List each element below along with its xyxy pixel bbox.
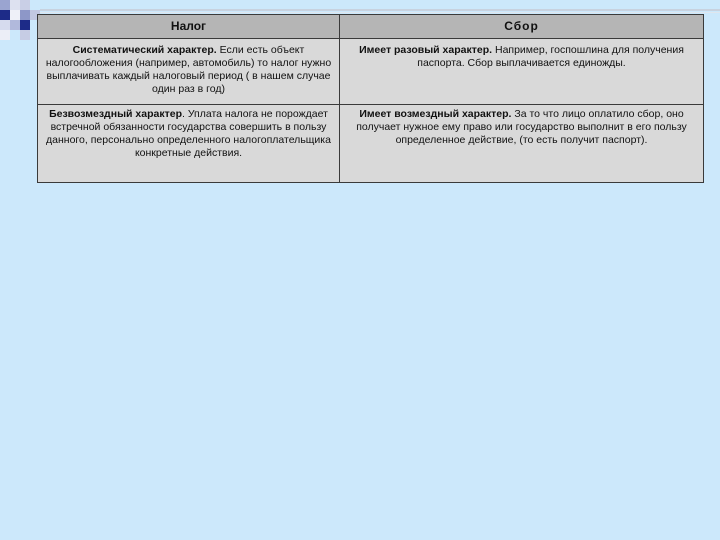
table-row: [38, 39, 704, 105]
decor-square: [0, 10, 10, 20]
comparison-table: [37, 14, 704, 183]
decor-square: [20, 30, 30, 40]
decor-square: [0, 20, 10, 30]
decor-line: [40, 12, 720, 13]
cell-text: Например, госпошлина для получения паспорта. Сбор выплачивается единожды.: [417, 44, 684, 69]
cell-lead: Безвозмездный характер: [49, 108, 182, 120]
table-cell: [340, 105, 704, 183]
decor-square: [20, 0, 30, 10]
decor-square: [20, 20, 30, 30]
decor-square: [10, 0, 20, 10]
cell-text: . Уплата налога не порождает встречной обязанности государства совершить в пользу данного, персонально определенного налогоплательщика конкретные действия.: [46, 108, 331, 159]
table-row: [38, 105, 704, 183]
table-cell: [38, 39, 340, 105]
decor-square: [10, 20, 20, 30]
cell-text: За то что лицо оплатило сбор, оно получает нужное ему право или государство выполнит в его пользу определенное действие, (то есть получит паспорт).: [356, 108, 687, 146]
table-cell: [38, 105, 340, 183]
table-header-row: [38, 15, 704, 39]
decor-square: [0, 30, 10, 40]
cell-text: Если есть объект налогообложения (например, автомобиль) то налог нужно выплачивать каждый налоговый период ( в нашем случае один раз в год): [45, 44, 332, 95]
table-cell: [340, 39, 704, 105]
header-sbor: Сбор: [340, 15, 704, 39]
header-nalog: Налог: [38, 15, 340, 39]
cell-lead: Систематический характер.: [72, 44, 217, 56]
cell-lead: Имеет возмездный характер.: [359, 108, 512, 120]
decor-line: [40, 9, 720, 11]
cell-lead: Имеет разовый характер.: [359, 44, 493, 56]
decor-square: [0, 0, 10, 10]
decor-square: [20, 10, 30, 20]
decor-square: [10, 10, 20, 20]
